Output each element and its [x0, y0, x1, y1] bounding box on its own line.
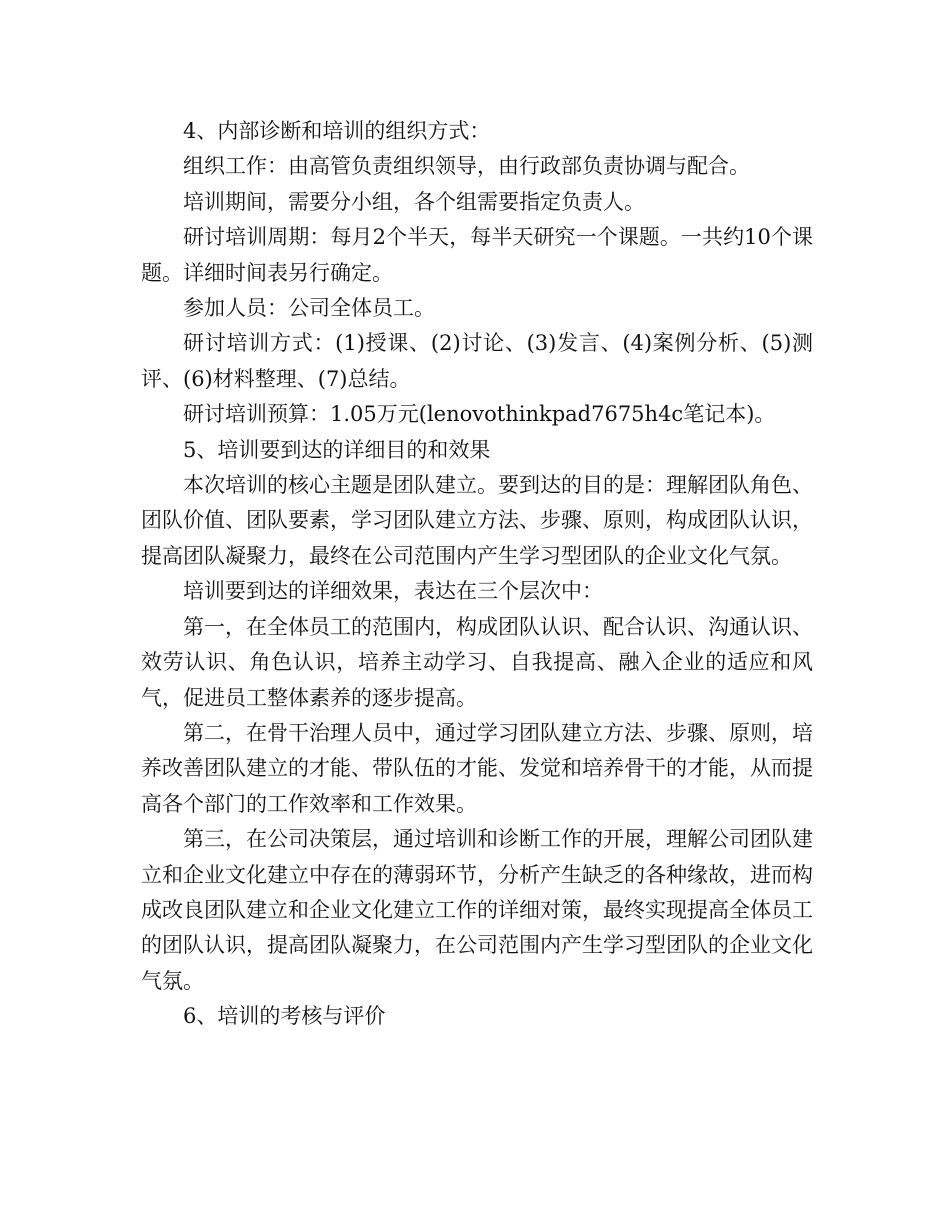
- paragraph-training-budget: 研讨培训预算：1.05万元(lenovothinkpad7675h4c笔记本)。: [183, 402, 776, 427]
- paragraph-level-three: 第三，在公司决策层，通过培训和诊断工作的开展，理解公司团队建立和企业文化建立中存在的薄弱环节，分析产生缺乏的各种缘故，进而构成改良团队建立和企业文化建立工作的详细对策，最终实现提高全体员工的团队认识，提高团队凝聚力，在公司范围内产生学习型团队的企业文化气氛。: [141, 827, 813, 993]
- heading-6-evaluation: 6、培训的考核与评价: [183, 1004, 386, 1029]
- heading-5-goals: 5、培训要到达的详细目的和效果: [183, 437, 491, 462]
- paragraph-effect-levels: 培训要到达的详细效果，表达在三个层次中：: [183, 579, 603, 604]
- paragraph-core-theme: 本次培训的核心主题是团队建立。要到达的目的是：理解团队角色、团队价值、团队要素，学习团队建立方法、步骤、原则，构成团队认识，提高团队凝聚力，最终在公司范围内产生学习型团队的企业文化气氛。: [141, 473, 813, 568]
- paragraph-groups: 培训期间，需要分小组，各个组需要指定负责人。: [183, 189, 645, 214]
- paragraph-level-one: 第一，在全体员工的范围内，构成团队认识、配合认识、沟通认识、效劳认识、角色认识，培养主动学习、自我提高、融入企业的适应和风气，促进员工整体素养的逐步提高。: [141, 614, 813, 710]
- paragraph-organization-work: 组织工作：由高管负责组织领导，由行政部负责协调与配合。: [183, 154, 750, 179]
- heading-4-organization: 4、内部诊断和培训的组织方式：: [183, 119, 491, 143]
- paragraph-training-methods: 研讨培训方式：(1)授课、(2)讨论、(3)发言、(4)案例分析、(5)测评、(6)材料整理、(7)总结。: [141, 331, 813, 391]
- paragraph-level-two: 第二，在骨干治理人员中，通过学习团队建立方法、步骤、原则，培养改善团队建立的才能、带队伍的才能、发觉和培养骨干的才能，从而提高各个部门的工作效率和工作效果。: [141, 720, 813, 816]
- paragraph-participants: 参加人员：公司全体员工。: [183, 296, 435, 321]
- paragraph-training-cycle: 研讨培训周期：每月2个半天，每半天研究一个课题。一共约10个课题。详细时间表另行确定。: [141, 225, 813, 285]
- document-body: [141, 114, 813, 1035]
